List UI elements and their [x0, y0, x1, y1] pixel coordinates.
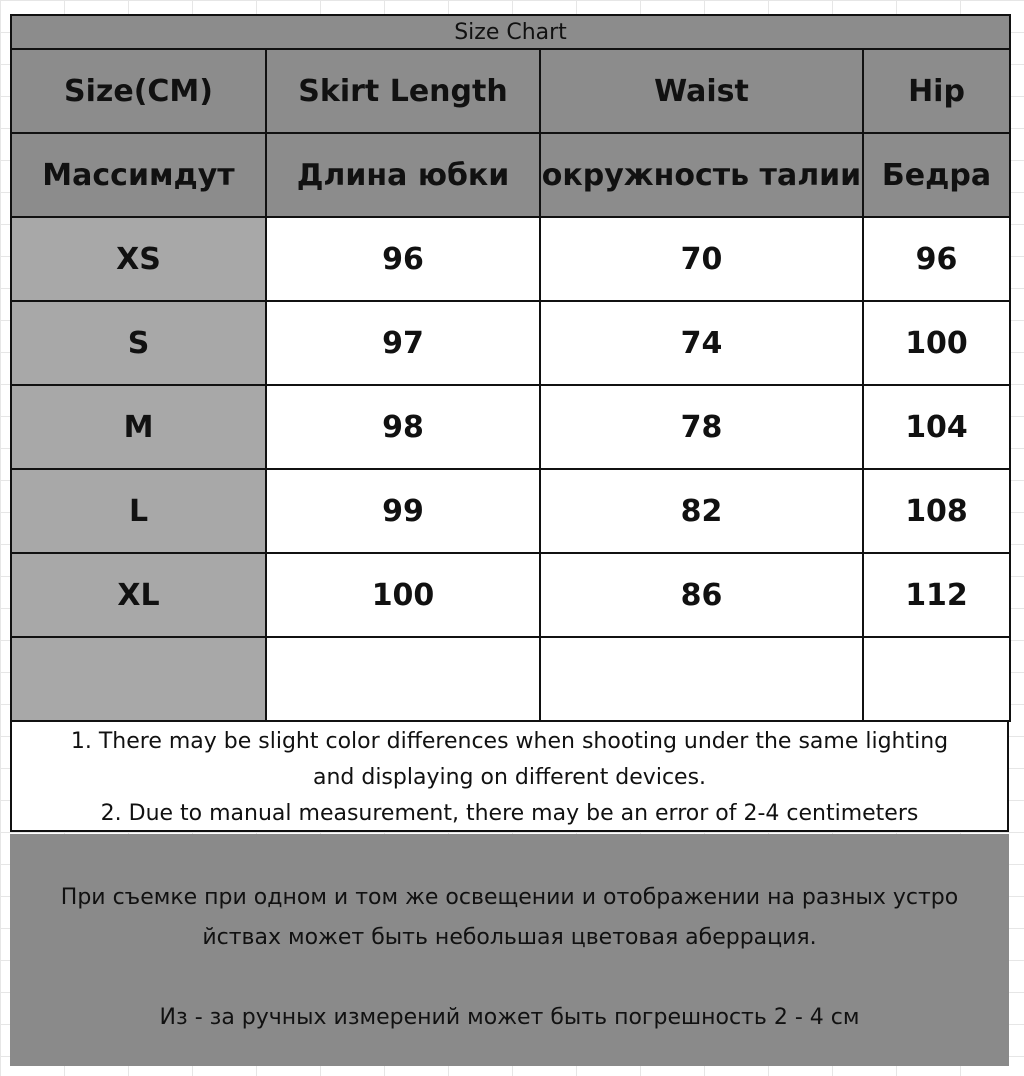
size-chart	[10, 14, 1009, 832]
hip-cell: 96	[863, 217, 1010, 301]
note-line: 1. There may be slight color differences when shooting under the same lighting	[70, 729, 949, 754]
table-row	[11, 301, 1010, 385]
notes-english	[10, 722, 1009, 832]
skirt-length-cell: 98	[266, 385, 540, 469]
hip-cell: 100	[863, 301, 1010, 385]
table-row	[11, 217, 1010, 301]
waist-cell: 78	[540, 385, 863, 469]
size-cell: XL	[11, 553, 266, 637]
table-row	[11, 553, 1010, 637]
header-row-ru	[11, 133, 1010, 217]
waist-cell: 70	[540, 217, 863, 301]
size-cell: S	[11, 301, 266, 385]
table-row	[11, 385, 1010, 469]
size-cell	[11, 637, 266, 721]
skirt-length-cell: 100	[266, 553, 540, 637]
notes-russian	[10, 834, 1009, 1066]
note-line-ru: Из - за ручных измерений может быть погрешность 2 - 4 см	[159, 1005, 860, 1030]
size-cell: L	[11, 469, 266, 553]
header-waist-ru: окружность талии	[540, 133, 863, 217]
waist-cell: 74	[540, 301, 863, 385]
waist-cell: 86	[540, 553, 863, 637]
table-row	[11, 637, 1010, 721]
header-skirt-length-ru: Длина юбки	[266, 133, 540, 217]
waist-cell: 82	[540, 469, 863, 553]
header-skirt-length: Skirt Length	[266, 49, 540, 133]
size-cell: M	[11, 385, 266, 469]
hip-cell: 112	[863, 553, 1010, 637]
size-table	[10, 14, 1011, 722]
header-row-en	[11, 49, 1010, 133]
note-line: and displaying on different devices.	[312, 765, 707, 790]
note-line-ru: йствах может быть небольшая цветовая аберрация.	[202, 925, 817, 950]
table-row	[11, 469, 1010, 553]
header-size: Size(CM)	[11, 49, 266, 133]
waist-cell	[540, 637, 863, 721]
header-hip: Hip	[863, 49, 1010, 133]
note-line: 2. Due to manual measurement, there may be an error of 2-4 centimeters	[100, 801, 919, 826]
size-cell: XS	[11, 217, 266, 301]
chart-title: Size Chart	[11, 15, 1010, 49]
header-waist: Waist	[540, 49, 863, 133]
skirt-length-cell	[266, 637, 540, 721]
skirt-length-cell: 99	[266, 469, 540, 553]
note-line-ru: При съемке при одном и том же освещении и отображении на разных устро	[60, 885, 959, 910]
header-size-ru: Массимдут	[11, 133, 266, 217]
title-row	[11, 15, 1010, 49]
hip-cell: 108	[863, 469, 1010, 553]
hip-cell	[863, 637, 1010, 721]
skirt-length-cell: 96	[266, 217, 540, 301]
hip-cell: 104	[863, 385, 1010, 469]
header-hip-ru: Бедра	[863, 133, 1010, 217]
skirt-length-cell: 97	[266, 301, 540, 385]
